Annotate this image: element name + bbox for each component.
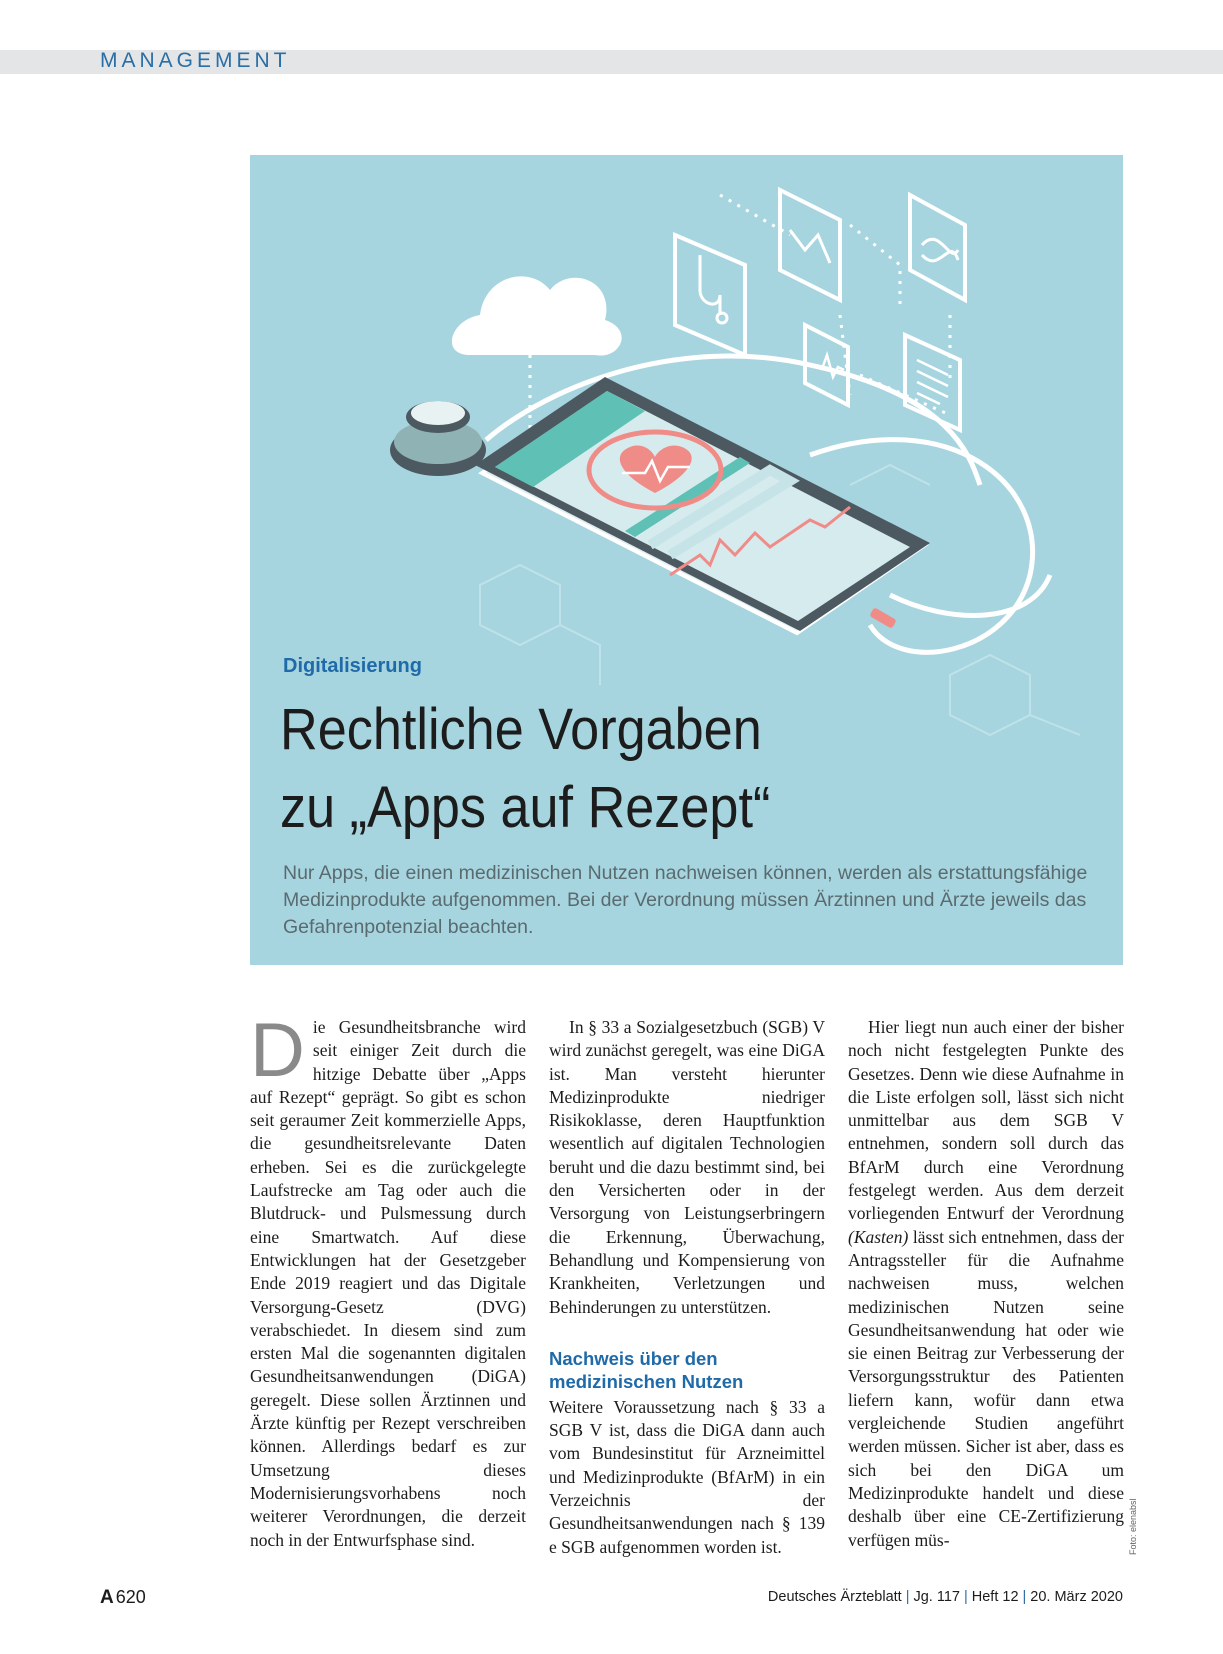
column-1-text: ie Gesundheitsbranche wird seit einiger Zeit durch die hitzige Debatte über „Apps auf Rezept“ geprägt. So gibt es schon seit geraumer Zeit kommerzielle Apps, die gesundheitsrelevante Daten erheben. Sei es die zurückgelegte Laufstrecke am Tag oder auch die Blutdruck- und Pulsmessung durch eine Smartwatch. Auf diese Entwicklungen hat der Gesetzgeber Ende 2019 reagiert und das Digitale Versorgung-Gesetz (DVG) verabschiedet. In diesem sind zum ersten Mal die sogenannten digitalen Gesundheitsanwendungen (DiGA) geregelt. Diese sollen Ärztinnen und Ärzte künftig per Rezept verschreiben können. Allerdings bedarf es zur Umsetzung dieses Modernisierungsvorhabens noch weiterer Verordnungen, die derzeit noch in der Entwurfsphase sind.	[250, 1017, 526, 1550]
column-2-paragraph-2: Weitere Voraussetzung nach § 33 a SGB V ist, dass die DiGA dann auch vom Bundesinstitut für Arzneimittel und Medizinprodukte (BfArM) in ein Verzeichnis der Gesundheitsanwendungen nach § 139 e SGB aufgenommen worden ist.	[549, 1396, 825, 1557]
subheading-line-1: Nachweis über den	[549, 1347, 718, 1369]
article-column-1	[250, 1008, 526, 1552]
lead-text: Nur Apps, die einen medizinischen Nutzen nachweisen können, werden als erstattungsfähige Medizinprodukte aufgenommen. Bei der Verordnung müssen Ärztinnen und Ärzte jeweils das Gefahrenpotenzial beachten.	[283, 862, 1088, 938]
hero-image	[250, 155, 1123, 965]
page-number-value: 620	[115, 1587, 146, 1607]
drop-cap: D	[250, 1008, 305, 1093]
cloud-icon	[452, 276, 622, 355]
headline-line-1: Rechtliche Vorgaben	[280, 697, 762, 762]
line-chart-icon	[780, 190, 840, 300]
article-column-3	[848, 1016, 1124, 1552]
page-prefix: A	[100, 1587, 114, 1608]
subheading-line-2: medizinischen Nutzen	[549, 1370, 744, 1392]
page-number	[100, 1587, 146, 1609]
column-3-text-end: lässt sich entnehmen, dass der Antragssteller für die Aufnahme nachweisen muss, welchen medizinischen Nutzen seine Gesundheitsanwendung hat oder wie sie einen Beitrag zur Verbesserung der Versorgungsstruktur des Patienten liefern kann, wofür dann etwa vergleichende Studien angeführt werden müssen. Sicher ist aber, dass es sich bei den DiGA um Medizinprodukte handelt und diese deshalb über eine CE-Zertifizierung verfügen müs-	[848, 1226, 1124, 1550]
headline	[280, 691, 770, 847]
journal-date: 20. März 2020	[1030, 1589, 1123, 1605]
dna-icon	[910, 195, 965, 300]
journal-name: Deutsches Ärzteblatt	[767, 1589, 902, 1605]
document-icon	[905, 335, 960, 430]
photo-credit: Foto: elenabsl	[1128, 1498, 1138, 1555]
column-2-paragraph-1: In § 33 a Sozialgesetzbuch (SGB) V wird zunächst geregelt, was eine DiGA ist. Man versteht hierunter Medizinprodukte niedriger Risikoklasse, deren Hauptfunktion wesentlich auf digitalen Technologien beruht und die dazu bestimmt sind, bei den Versicherten oder in der Versorgung von Leistungserbringern die Erkennung, Überwachung, Behandlung und Kompensierung von Krankheiten, Verletzungen und Behinderungen zu unterstützen.	[549, 1017, 825, 1317]
stethoscope-card-icon	[675, 235, 745, 355]
subheading	[549, 1347, 825, 1393]
kasten-reference: (Kasten)	[848, 1226, 909, 1247]
article-column-2	[549, 1016, 825, 1559]
column-3-text-start: Hier liegt nun auch einer der bisher noch nicht festgelegten Punkte des Gesetzes. Denn wie diese Aufnahme in die Liste erfolgen soll, lässt sich nicht unmittelbar aus dem SGB V entnehmen, sondern soll durch das BfArM durch eine Verordnung festgelegt werden. Aus dem derzeit vorliegenden Entwurf der Verordnung	[848, 1017, 1124, 1224]
headline-line-2: zu „Apps auf Rezept“	[280, 775, 771, 840]
journal-volume: Jg. 117	[913, 1589, 960, 1605]
section-label: MANAGEMENT	[100, 49, 291, 72]
journal-issue: Heft 12	[971, 1589, 1019, 1605]
smartphone-icon	[475, 377, 930, 633]
kicker: Digitalisierung	[283, 655, 422, 677]
journal-info: Deutsches Ärzteblatt | Jg. 117 | Heft 12 | 20. März 2020	[767, 1589, 1123, 1605]
